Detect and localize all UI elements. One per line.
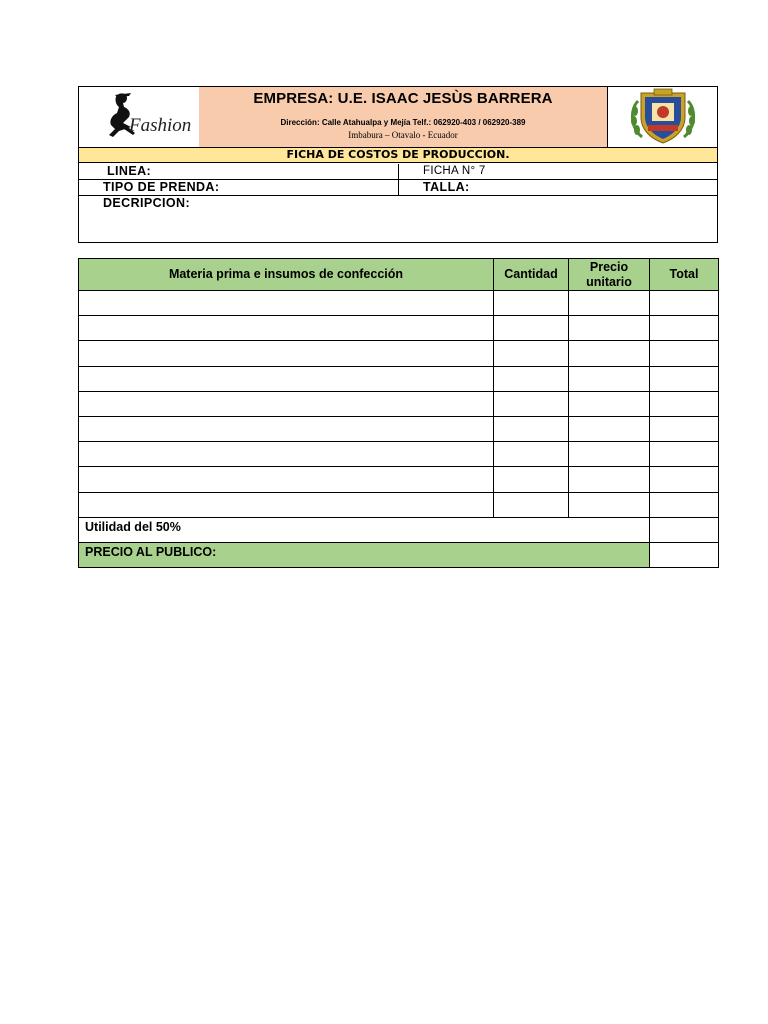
table-row — [79, 316, 719, 341]
materia-cell[interactable] — [79, 366, 494, 391]
fashion-logo-text: Fashion — [129, 115, 192, 136]
table-row — [79, 492, 719, 517]
materia-cell[interactable] — [79, 416, 494, 441]
talla-label: TALLA: — [423, 180, 470, 194]
cantidad-cell[interactable] — [494, 467, 569, 492]
precio-cell[interactable] — [569, 316, 650, 341]
row-descripcion — [79, 196, 717, 242]
cell-tipo — [79, 180, 399, 195]
table-row — [79, 291, 719, 316]
descripcion-label: DECRIPCION: — [103, 196, 191, 210]
linea-label: LINEA: — [107, 164, 152, 178]
precio-publico-label: PRECIO AL PUBLICO: — [79, 542, 650, 567]
table-row — [79, 416, 719, 441]
production-sheet-info — [78, 147, 718, 243]
utilidad-value-cell[interactable] — [650, 517, 719, 542]
table-row — [79, 467, 719, 492]
total-cell[interactable] — [650, 391, 719, 416]
total-cell[interactable] — [650, 416, 719, 441]
cantidad-cell[interactable] — [494, 316, 569, 341]
precio-cell[interactable] — [569, 341, 650, 366]
total-cell[interactable] — [650, 467, 719, 492]
costs-table — [78, 258, 719, 568]
table-row — [79, 442, 719, 467]
materia-cell[interactable] — [79, 492, 494, 517]
total-cell[interactable] — [650, 316, 719, 341]
precio-cell[interactable] — [569, 366, 650, 391]
header-materia: Materia prima e insumos de confección — [79, 259, 494, 291]
school-crest — [607, 87, 717, 147]
table-row — [79, 391, 719, 416]
crest-icon — [608, 87, 718, 147]
precio-cell[interactable] — [569, 492, 650, 517]
materia-cell[interactable] — [79, 291, 494, 316]
utilidad-label: Utilidad del 50% — [79, 517, 650, 542]
precio-cell[interactable] — [569, 291, 650, 316]
company-title: EMPRESA: U.E. ISAAC JESÙS BARRERA — [253, 90, 553, 107]
company-info — [199, 87, 607, 147]
total-cell[interactable] — [650, 492, 719, 517]
table-row — [79, 341, 719, 366]
fashion-model-icon — [79, 87, 199, 147]
company-city: Imbabura – Otavalo - Ecuador — [348, 130, 458, 140]
materia-cell[interactable] — [79, 316, 494, 341]
cell-linea — [79, 164, 399, 179]
precio-cell[interactable] — [569, 467, 650, 492]
precio-cell[interactable] — [569, 391, 650, 416]
cantidad-cell[interactable] — [494, 291, 569, 316]
table-header-row — [79, 259, 719, 291]
header-total: Total — [650, 259, 719, 291]
document-header — [78, 86, 718, 148]
sheet-title: FICHA DE COSTOS DE PRODUCCION. — [79, 148, 717, 163]
materia-cell[interactable] — [79, 467, 494, 492]
materia-cell[interactable] — [79, 391, 494, 416]
cantidad-cell[interactable] — [494, 442, 569, 467]
precio-publico-value-cell[interactable] — [650, 542, 719, 567]
row-tipo — [79, 180, 717, 196]
total-cell[interactable] — [650, 291, 719, 316]
cantidad-cell[interactable] — [494, 416, 569, 441]
precio-publico-row — [79, 542, 719, 567]
precio-cell[interactable] — [569, 416, 650, 441]
fashion-logo — [79, 87, 199, 147]
cantidad-cell[interactable] — [494, 391, 569, 416]
ficha-number: FICHA N° 7 — [423, 165, 486, 177]
total-cell[interactable] — [650, 442, 719, 467]
header-precio-unitario: Precio unitario — [569, 259, 650, 291]
materia-cell[interactable] — [79, 341, 494, 366]
materia-cell[interactable] — [79, 442, 494, 467]
header-cantidad: Cantidad — [494, 259, 569, 291]
cantidad-cell[interactable] — [494, 492, 569, 517]
table-row — [79, 366, 719, 391]
total-cell[interactable] — [650, 366, 719, 391]
cantidad-cell[interactable] — [494, 341, 569, 366]
tipo-prenda-label: TIPO DE PRENDA: — [103, 180, 220, 194]
company-address: Dirección: Calle Atahualpa y Mejía Telf.: 062920-403 / 062920-389 — [280, 118, 526, 127]
precio-cell[interactable] — [569, 442, 650, 467]
cantidad-cell[interactable] — [494, 366, 569, 391]
utilidad-row — [79, 517, 719, 542]
row-linea — [79, 164, 717, 180]
total-cell[interactable] — [650, 341, 719, 366]
